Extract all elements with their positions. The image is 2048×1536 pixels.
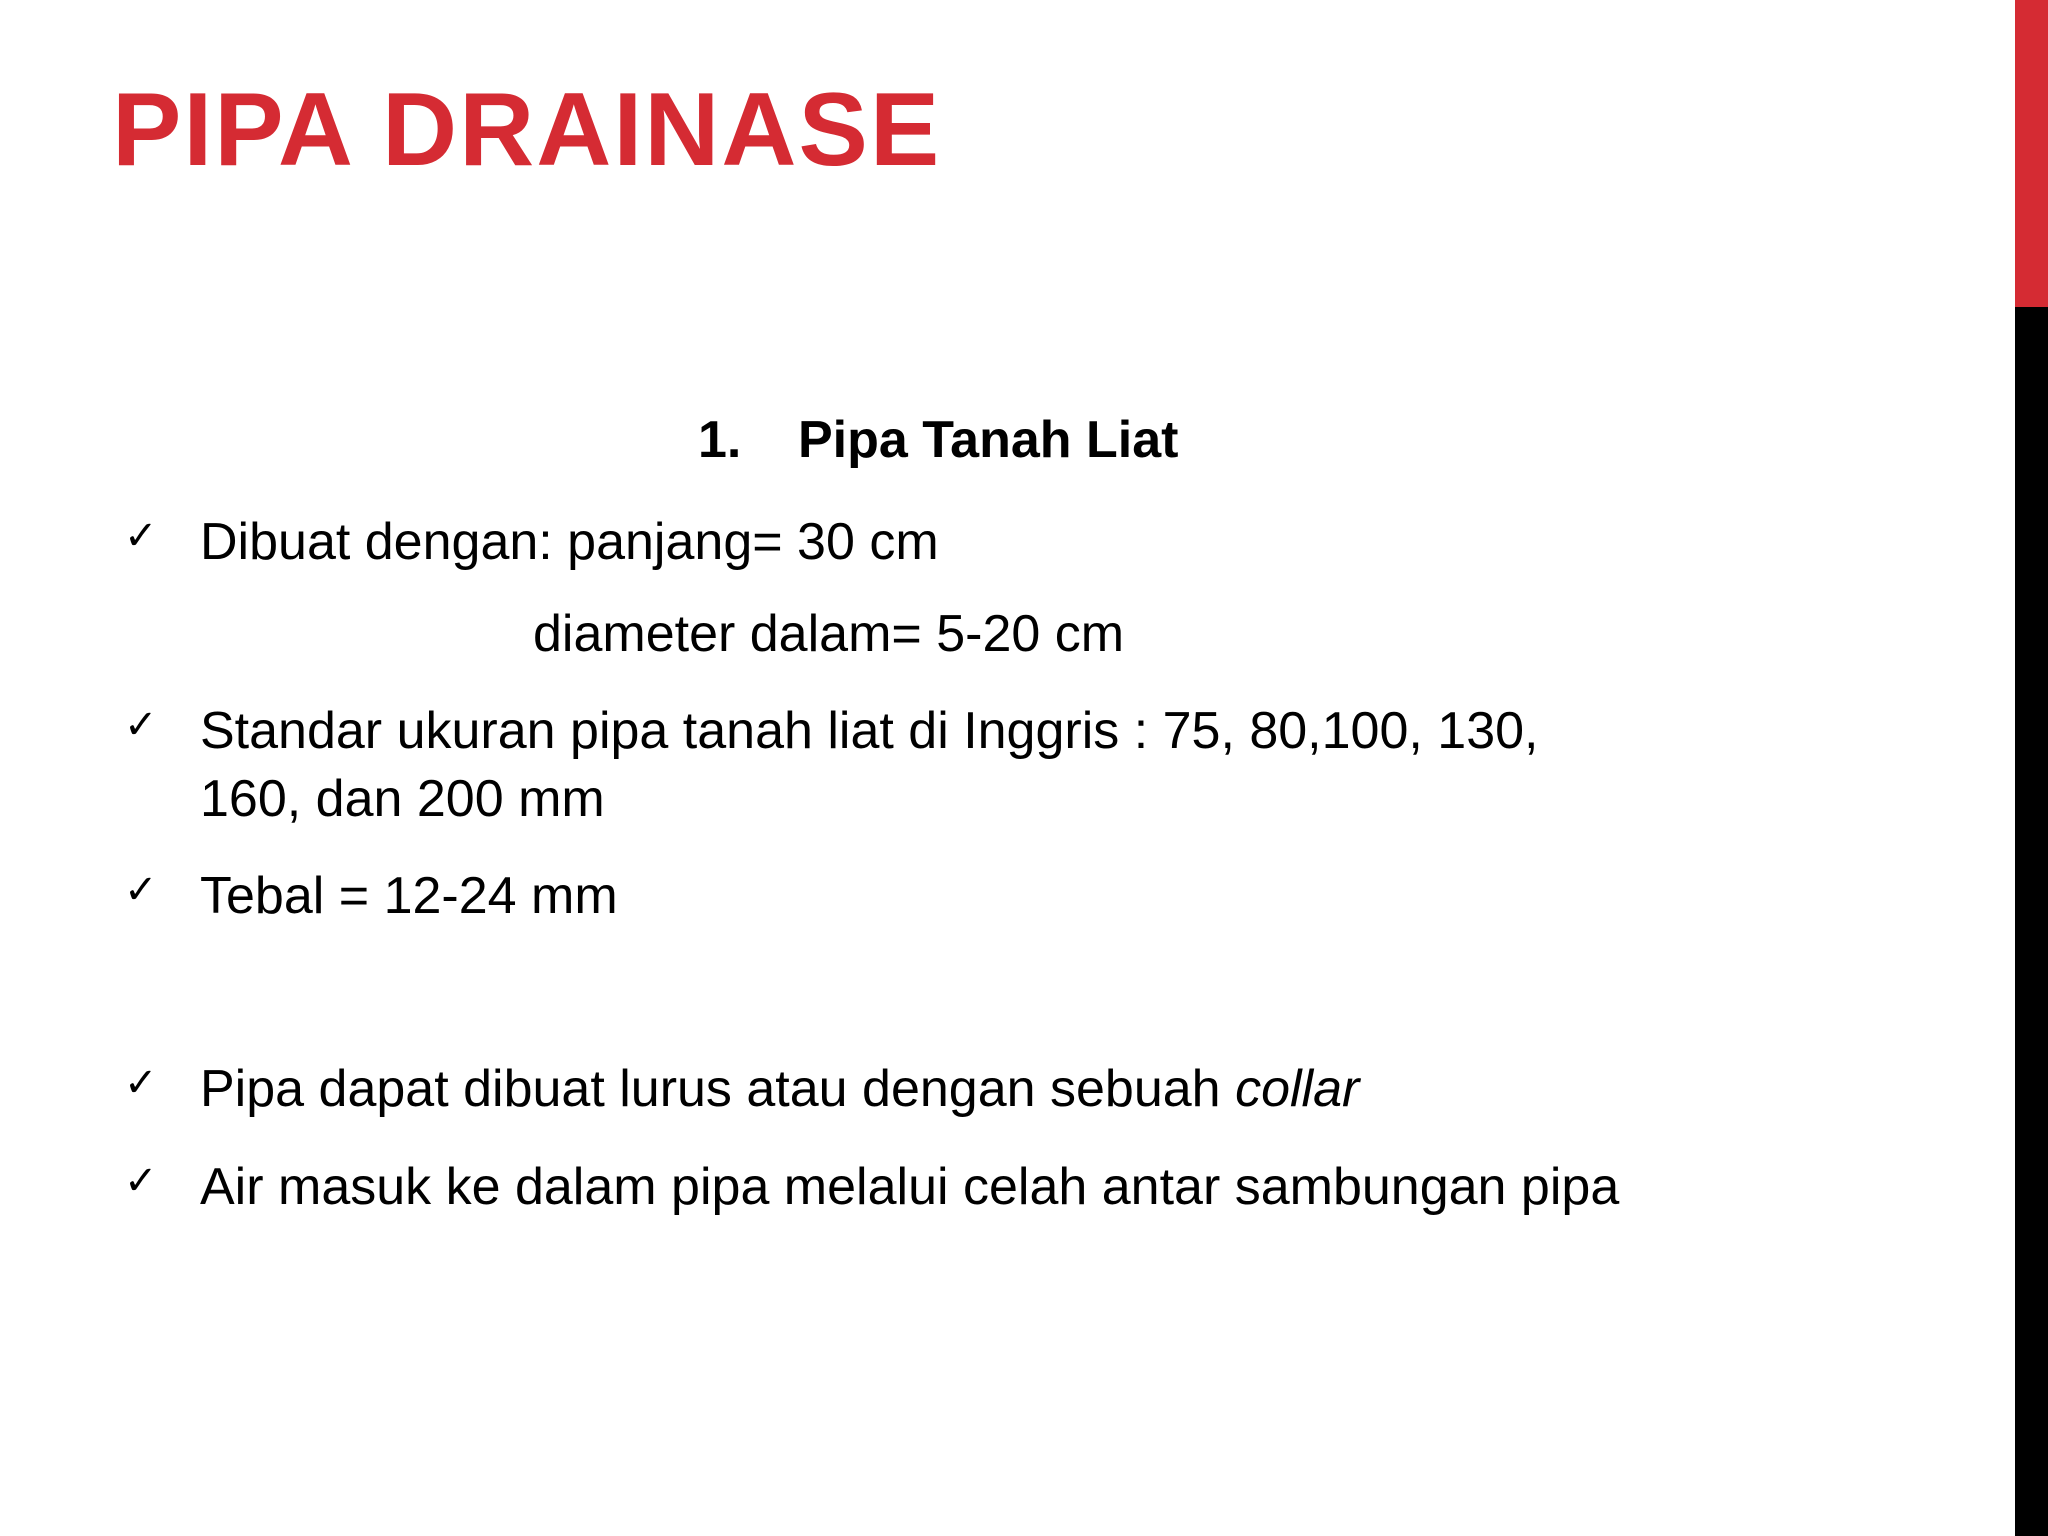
bullet-text: Air masuk ke dalam pipa melalui celah antar sambungan pipa [200,1158,1620,1216]
section-heading [698,408,1178,472]
slide-title: PIPA DRAINASE [112,72,942,188]
accent-bar-black [2015,307,2048,1536]
bullet-text-italic: collar [1235,1060,1360,1118]
checkmark-icon: ✓ [124,867,158,913]
accent-bar-red [2015,0,2048,307]
bullet-text [200,697,1539,833]
bullet-continuation: diameter dalam= 5-20 cm [533,605,1125,663]
bullet-text [200,1055,1359,1123]
checkmark-icon: ✓ [124,1158,158,1204]
bullet-text-line: 160, dan 200 mm [200,770,605,828]
checkmark-icon: ✓ [124,513,158,559]
section-number: 1. [698,411,742,469]
checkmark-icon: ✓ [124,1060,158,1106]
bullet-text: Dibuat dengan: panjang= 30 cm [200,513,939,571]
bullet-text-regular: Pipa dapat dibuat lurus atau dengan sebuah [200,1060,1236,1118]
bullet-text-line: Standar ukuran pipa tanah liat di Inggris : 75, 80,100, 130, [200,702,1539,760]
section-heading-text: Pipa Tanah Liat [798,411,1179,469]
checkmark-icon: ✓ [124,702,158,748]
bullet-text: Tebal = 12-24 mm [200,867,618,925]
